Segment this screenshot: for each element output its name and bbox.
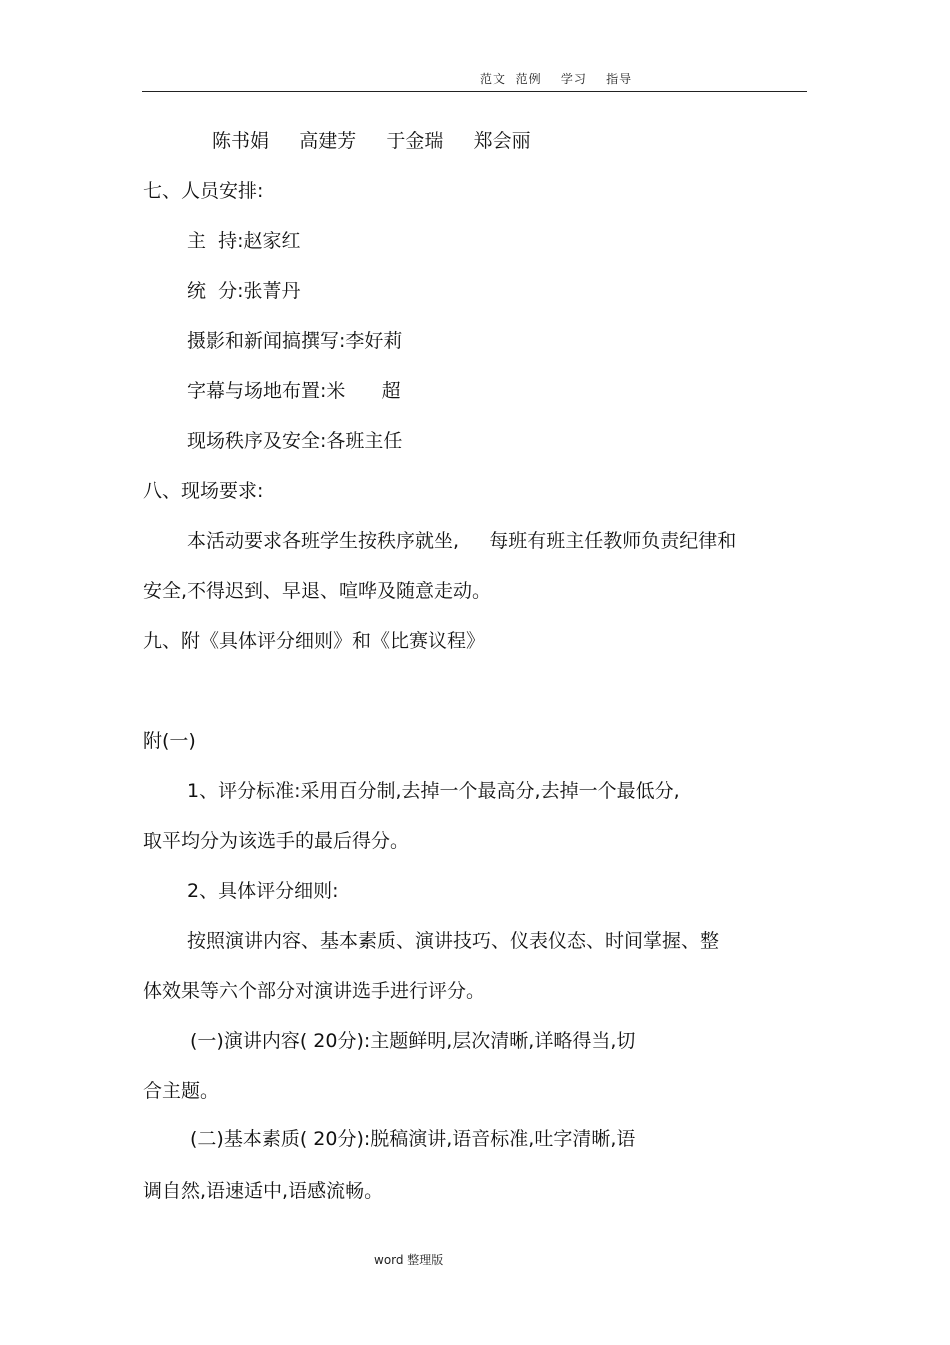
quality-criterion-line-1: (二)基本素质( 20分):脱稿演讲,语音标准,吐字清晰,语 — [190, 1128, 636, 1150]
criteria-paragraph-line-1: 按照演讲内容、基本素质、演讲技巧、仪表仪态、时间掌握、整 — [187, 930, 720, 952]
section-seven-heading: 七、人员安排: — [143, 180, 264, 202]
section-eight-heading: 八、现场要求: — [143, 480, 264, 502]
section-nine-heading: 九、附《具体评分细则》和《比赛议程》 — [143, 630, 486, 652]
committee-names: 陈书娟 高建芳 于金瑞 郑会丽 — [212, 130, 531, 152]
requirement-paragraph-line-1: 本活动要求各班学生按秩序就坐, 每班有班主任教师负责纪律和 — [187, 530, 737, 552]
criteria-paragraph-line-2: 体效果等六个部分对演讲选手进行评分。 — [143, 980, 486, 1002]
quality-criterion-line-2: 调自然,语速适中,语感流畅。 — [143, 1180, 384, 1202]
requirement-paragraph-line-2: 安全,不得迟到、早退、喧哗及随意走动。 — [143, 580, 492, 602]
scoring-standard-line-2: 取平均分为该选手的最后得分。 — [143, 830, 410, 852]
scoring-line: 统 分:张菁丹 — [187, 280, 301, 302]
host-line: 主 持:赵家红 — [187, 230, 301, 252]
order-safety-line: 现场秩序及安全:各班主任 — [187, 430, 403, 452]
scoring-details-heading: 2、具体评分细则: — [187, 880, 339, 902]
subtitle-venue-line: 字幕与场地布置:米 超 — [187, 380, 401, 402]
photo-news-line: 摄影和新闻搞撰写:李好莉 — [187, 330, 403, 352]
appendix-one-heading: 附(一) — [143, 730, 196, 752]
content-criterion-line-1: (一)演讲内容( 20分):主题鲜明,层次清晰,详略得当,切 — [190, 1030, 636, 1052]
scoring-standard-line-1: 1、评分标准:采用百分制,去掉一个最高分,去掉一个最低分, — [187, 780, 680, 802]
header-divider — [142, 91, 807, 92]
page-footer: word 整理版 — [374, 1253, 444, 1267]
page-header: 范文 范例 学习 指导 — [480, 72, 633, 86]
content-criterion-line-2: 合主题。 — [143, 1080, 220, 1102]
